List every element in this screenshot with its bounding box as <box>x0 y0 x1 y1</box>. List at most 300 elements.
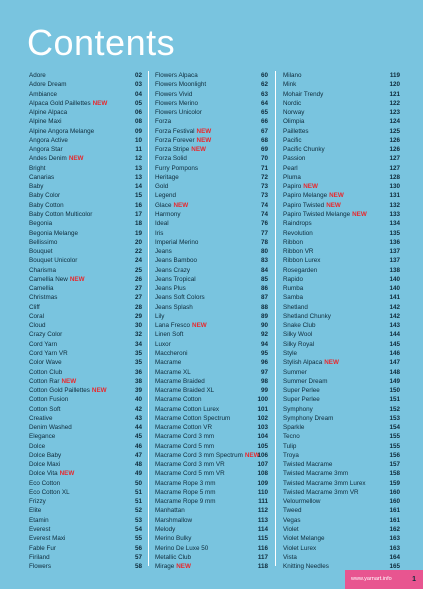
entry-title <box>29 525 50 534</box>
entry-page-number: 116 <box>257 544 268 552</box>
contents-entry[interactable] <box>283 414 400 423</box>
contents-entry[interactable] <box>155 80 268 89</box>
contents-entry[interactable] <box>283 256 400 265</box>
contents-entry[interactable] <box>155 145 268 154</box>
entry-label: Frizzy <box>29 498 46 506</box>
contents-entry[interactable] <box>155 562 268 571</box>
contents-entry[interactable] <box>283 423 400 432</box>
contents-entry[interactable] <box>29 405 142 414</box>
contents-entry[interactable] <box>29 182 142 191</box>
entry-label: Macrame Rope 3 mm <box>155 479 216 487</box>
new-badge: NEW <box>192 322 207 330</box>
contents-entry[interactable] <box>283 164 400 173</box>
entry-title <box>29 358 62 367</box>
contents-entry[interactable] <box>283 432 400 441</box>
entry-label: Bellissimo <box>29 238 58 246</box>
contents-entry[interactable] <box>29 432 142 441</box>
contents-entry[interactable] <box>155 275 268 284</box>
entry-label: Flowers Merino <box>155 99 199 107</box>
entry-label: Lana Fresco <box>155 322 191 330</box>
entry-title <box>283 117 304 126</box>
entry-label: Rapido <box>283 275 303 283</box>
entry-title <box>155 423 212 432</box>
entry-title <box>283 127 309 136</box>
contents-entry[interactable] <box>29 108 142 117</box>
contents-entry[interactable] <box>29 154 142 163</box>
contents-entry[interactable] <box>155 479 268 488</box>
entry-title <box>29 173 54 182</box>
entry-title <box>283 219 312 228</box>
contents-entry[interactable] <box>283 90 400 99</box>
entry-title <box>29 506 41 515</box>
entry-title <box>155 340 171 349</box>
entry-title <box>283 191 344 200</box>
contents-entry[interactable] <box>283 238 400 247</box>
contents-entry[interactable] <box>155 99 268 108</box>
entry-label: Cotton Club <box>29 368 63 376</box>
contents-entry[interactable] <box>155 219 268 228</box>
contents-entry[interactable] <box>29 238 142 247</box>
contents-entry[interactable] <box>29 136 142 145</box>
contents-entry[interactable] <box>283 136 400 145</box>
contents-entry[interactable] <box>155 506 268 515</box>
entry-page-number: 24 <box>134 257 142 265</box>
contents-entry[interactable] <box>283 442 400 451</box>
entry-page-number: 49 <box>134 470 142 478</box>
contents-entry[interactable] <box>283 516 400 525</box>
contents-entry[interactable] <box>155 173 268 182</box>
entry-title <box>155 562 191 571</box>
entry-title <box>283 154 305 163</box>
contents-entry[interactable] <box>283 117 400 126</box>
entry-label: Macrame Braided <box>155 377 205 385</box>
contents-entry[interactable] <box>155 442 268 451</box>
entry-label: Forza <box>155 118 172 126</box>
entry-page-number: 162 <box>389 526 400 534</box>
contents-entry[interactable] <box>155 312 268 321</box>
contents-entry[interactable] <box>29 330 142 339</box>
contents-entry[interactable] <box>155 191 268 200</box>
contents-entry[interactable] <box>29 488 142 497</box>
contents-entry[interactable] <box>283 182 400 191</box>
contents-entry[interactable] <box>29 386 142 395</box>
contents-entry[interactable] <box>283 145 400 154</box>
entry-label: Flowers Vivid <box>155 90 193 98</box>
contents-entry[interactable] <box>29 303 142 312</box>
contents-entry[interactable] <box>29 173 142 182</box>
entry-page-number: 14 <box>134 183 142 191</box>
entry-title <box>29 544 56 553</box>
entry-title <box>283 414 333 423</box>
contents-entry[interactable] <box>155 423 268 432</box>
contents-entry[interactable] <box>29 358 142 367</box>
entry-title <box>155 90 192 99</box>
entry-page-number: 122 <box>389 99 400 107</box>
entry-label: Legend <box>155 192 177 200</box>
contents-entry[interactable] <box>29 247 142 256</box>
contents-entry[interactable] <box>283 229 400 238</box>
entry-page-number: 66 <box>260 118 268 126</box>
entry-label: Norway <box>283 109 305 117</box>
entry-title <box>29 219 52 228</box>
contents-entry[interactable] <box>29 377 142 386</box>
contents-entry[interactable] <box>155 330 268 339</box>
contents-entry[interactable] <box>283 312 400 321</box>
entry-title <box>29 145 63 154</box>
contents-entry[interactable] <box>29 423 142 432</box>
contents-entry[interactable] <box>155 136 268 145</box>
contents-entry[interactable] <box>283 266 400 275</box>
contents-entry[interactable] <box>283 358 400 367</box>
contents-entry[interactable] <box>29 349 142 358</box>
entry-label: Forza Forever <box>155 136 195 144</box>
contents-entry[interactable] <box>283 201 400 210</box>
contents-entry[interactable] <box>155 182 268 191</box>
contents-entry[interactable] <box>29 99 142 108</box>
entry-title <box>283 275 303 284</box>
contents-entry[interactable] <box>29 90 142 99</box>
contents-entry[interactable] <box>29 562 142 571</box>
contents-entry[interactable] <box>155 293 268 302</box>
contents-entry[interactable] <box>283 330 400 339</box>
entry-label: Jeans <box>155 248 172 256</box>
contents-entry[interactable] <box>155 349 268 358</box>
contents-entry[interactable] <box>283 247 400 256</box>
contents-entry[interactable] <box>283 377 400 386</box>
entry-label: Olimpia <box>283 118 305 126</box>
contents-entry[interactable] <box>29 275 142 284</box>
entry-label: Macrame Rope 9 mm <box>155 498 216 506</box>
contents-entry[interactable] <box>155 553 268 562</box>
contents-entry[interactable] <box>155 516 268 525</box>
entry-page-number: 22 <box>134 248 142 256</box>
contents-entry[interactable] <box>29 414 142 423</box>
contents-entry[interactable] <box>283 284 400 293</box>
entry-label: Tulip <box>283 442 297 450</box>
entry-page-number: 73 <box>260 192 268 200</box>
contents-entry[interactable] <box>283 108 400 117</box>
contents-entry[interactable] <box>283 340 400 349</box>
contents-entry[interactable] <box>155 247 268 256</box>
entry-title <box>155 127 211 136</box>
contents-entry[interactable] <box>29 219 142 228</box>
contents-entry[interactable] <box>155 469 268 478</box>
contents-entry[interactable] <box>155 460 268 469</box>
entry-label: Linen Soft <box>155 331 184 339</box>
entry-page-number: 165 <box>389 563 400 571</box>
contents-entry[interactable] <box>155 534 268 543</box>
contents-entry[interactable] <box>283 219 400 228</box>
contents-entry[interactable] <box>155 488 268 497</box>
entry-title <box>29 284 54 293</box>
contents-entry[interactable] <box>283 479 400 488</box>
contents-entry[interactable] <box>155 154 268 163</box>
entry-title <box>29 266 56 275</box>
contents-entry[interactable] <box>155 71 268 80</box>
entry-title <box>283 562 329 571</box>
entry-title <box>155 256 197 265</box>
contents-entry[interactable] <box>29 451 142 460</box>
contents-entry[interactable] <box>155 229 268 238</box>
contents-entry[interactable] <box>155 432 268 441</box>
entry-title <box>155 99 198 108</box>
entry-title <box>155 303 193 312</box>
entry-title <box>155 136 211 145</box>
entry-page-number: 32 <box>134 331 142 339</box>
contents-entry[interactable] <box>155 340 268 349</box>
entry-title <box>283 479 366 488</box>
entry-page-number: 148 <box>389 368 400 376</box>
contents-entry[interactable] <box>29 164 142 173</box>
entry-page-number: 130 <box>389 183 400 191</box>
entry-page-number: 123 <box>389 109 400 117</box>
contents-entry[interactable] <box>283 127 400 136</box>
entry-label: Adore Dream <box>29 81 67 89</box>
contents-entry[interactable] <box>29 340 142 349</box>
contents-entry[interactable] <box>29 506 142 515</box>
contents-entry[interactable] <box>29 312 142 321</box>
contents-entry[interactable] <box>29 479 142 488</box>
entry-title <box>29 488 70 497</box>
website-url[interactable]: www.yarnart.info <box>351 576 392 582</box>
contents-entry[interactable] <box>283 71 400 80</box>
contents-entry[interactable] <box>29 71 142 80</box>
entry-label: Harmony <box>155 210 181 218</box>
entry-label: Everest <box>29 526 51 534</box>
contents-entry[interactable] <box>155 303 268 312</box>
entry-title <box>283 108 304 117</box>
contents-entry[interactable] <box>29 284 142 293</box>
contents-entry[interactable] <box>283 275 400 284</box>
entry-label: Angora Active <box>29 136 68 144</box>
contents-entry[interactable] <box>29 395 142 404</box>
contents-entry[interactable] <box>155 108 268 117</box>
contents-entry[interactable] <box>29 117 142 126</box>
contents-entry[interactable] <box>155 284 268 293</box>
contents-entry[interactable] <box>29 516 142 525</box>
entry-page-number: 92 <box>260 331 268 339</box>
contents-entry[interactable] <box>29 256 142 265</box>
contents-entry[interactable] <box>29 553 142 562</box>
entry-title <box>29 386 107 395</box>
entry-label: Papiro <box>283 183 302 191</box>
contents-entry[interactable] <box>155 368 268 377</box>
contents-entry[interactable] <box>29 210 142 219</box>
entry-page-number: 52 <box>134 507 142 515</box>
entry-label: Pacific <box>283 136 302 144</box>
contents-entry[interactable] <box>283 534 400 543</box>
entry-page-number: 18 <box>134 220 142 228</box>
entry-page-number: 89 <box>260 312 268 320</box>
entry-label: Stylish Alpaca <box>283 359 323 367</box>
contents-entry[interactable] <box>155 266 268 275</box>
entry-page-number: 124 <box>389 118 400 126</box>
entry-page-number: 42 <box>134 405 142 413</box>
contents-entry[interactable] <box>283 210 400 219</box>
contents-entry[interactable] <box>155 414 268 423</box>
entry-label: Troya <box>283 451 299 459</box>
entry-label: Mirage <box>155 563 175 571</box>
contents-entry[interactable] <box>155 238 268 247</box>
entry-page-number: 57 <box>134 553 142 561</box>
contents-entry[interactable] <box>29 191 142 200</box>
entry-title <box>29 293 57 302</box>
contents-entry[interactable] <box>283 553 400 562</box>
contents-entry[interactable] <box>155 117 268 126</box>
entry-label: Papiro Twisted Melange <box>283 210 351 218</box>
contents-entry[interactable] <box>283 497 400 506</box>
entry-page-number: 106 <box>257 451 268 459</box>
contents-entry[interactable] <box>283 368 400 377</box>
contents-entry[interactable] <box>283 386 400 395</box>
contents-entry[interactable] <box>29 525 142 534</box>
entry-label: Macrame Braided XL <box>155 387 215 395</box>
entry-label: Glace <box>155 201 172 209</box>
entry-page-number: 15 <box>134 192 142 200</box>
entry-title <box>29 553 50 562</box>
contents-entry[interactable] <box>155 210 268 219</box>
contents-entry[interactable] <box>283 349 400 358</box>
contents-entry[interactable] <box>283 293 400 302</box>
entry-title <box>155 191 176 200</box>
contents-entry[interactable] <box>283 525 400 534</box>
entry-label: Baby Color <box>29 192 61 200</box>
entry-label: Twisted Macrame <box>283 461 333 469</box>
entry-label: Macrame Cord 3 mm VR <box>155 461 225 469</box>
new-badge: NEW <box>352 210 367 218</box>
entry-label: Super Perlee <box>283 387 320 395</box>
footer-bar <box>345 570 423 589</box>
contents-entry[interactable] <box>283 80 400 89</box>
entry-label: Macrame XL <box>155 368 191 376</box>
contents-entry[interactable] <box>283 451 400 460</box>
entry-title <box>29 238 57 247</box>
entry-page-number: 58 <box>134 563 142 571</box>
entry-page-number: 112 <box>257 507 268 515</box>
contents-entry[interactable] <box>29 442 142 451</box>
contents-entry[interactable] <box>155 201 268 210</box>
entry-label: Symphony Dream <box>283 414 334 422</box>
entry-page-number: 107 <box>257 461 268 469</box>
contents-entry[interactable] <box>283 405 400 414</box>
entry-label: Everest Maxi <box>29 535 66 543</box>
contents-entry[interactable] <box>283 469 400 478</box>
contents-entry[interactable] <box>29 127 142 136</box>
entry-title <box>29 108 67 117</box>
entry-title <box>155 488 216 497</box>
contents-entry[interactable] <box>29 368 142 377</box>
entry-page-number: 43 <box>134 414 142 422</box>
entry-title <box>155 516 192 525</box>
contents-entry[interactable] <box>155 256 268 265</box>
entry-title <box>283 210 367 219</box>
entry-label: Jeans Plus <box>155 285 186 293</box>
contents-entry[interactable] <box>29 469 142 478</box>
entry-page-number: 100 <box>257 396 268 404</box>
contents-entry[interactable] <box>29 145 142 154</box>
entry-title <box>155 405 219 414</box>
entry-page-number: 99 <box>260 387 268 395</box>
entry-page-number: 17 <box>134 210 142 218</box>
entry-page-number: 137 <box>389 257 400 265</box>
contents-entry[interactable] <box>283 303 400 312</box>
entry-label: Cord Yarn VR <box>29 349 68 357</box>
entry-label: Rosegarden <box>283 266 318 274</box>
entry-title <box>155 368 191 377</box>
entry-label: Charisma <box>29 266 56 274</box>
entry-page-number: 71 <box>260 164 268 172</box>
contents-entry[interactable] <box>283 544 400 553</box>
contents-entry[interactable] <box>155 321 268 330</box>
entry-title <box>155 229 163 238</box>
entry-label: Forza Solid <box>155 155 187 163</box>
entry-page-number: 101 <box>257 405 268 413</box>
entry-page-number: 105 <box>257 442 268 450</box>
entry-title <box>155 497 216 506</box>
new-badge: NEW <box>92 99 108 107</box>
contents-entry[interactable] <box>29 544 142 553</box>
contents-entry[interactable] <box>29 201 142 210</box>
entry-label: Super Perlee <box>283 396 320 404</box>
contents-entry[interactable] <box>29 293 142 302</box>
contents-entry[interactable] <box>283 99 400 108</box>
entry-title <box>283 395 320 404</box>
contents-entry[interactable] <box>155 127 268 136</box>
contents-entry[interactable] <box>29 266 142 275</box>
contents-entry[interactable] <box>283 154 400 163</box>
contents-entry[interactable] <box>283 460 400 469</box>
contents-entry[interactable] <box>155 451 268 460</box>
contents-entry[interactable] <box>155 90 268 99</box>
entry-title <box>283 451 299 460</box>
entry-title <box>29 229 78 238</box>
contents-entry[interactable] <box>283 395 400 404</box>
entry-label: Forza Festival <box>155 127 195 135</box>
contents-entry[interactable] <box>155 525 268 534</box>
contents-entry[interactable] <box>29 321 142 330</box>
contents-entry[interactable] <box>155 164 268 173</box>
entry-label: Heritage <box>155 173 179 181</box>
entry-title <box>29 321 45 330</box>
contents-entry[interactable] <box>283 173 400 182</box>
contents-entry[interactable] <box>155 377 268 386</box>
contents-entry[interactable] <box>283 321 400 330</box>
entry-page-number: 54 <box>134 526 142 534</box>
contents-entry[interactable] <box>155 358 268 367</box>
entry-page-number: 152 <box>389 405 400 413</box>
entry-title <box>283 256 320 265</box>
contents-entry[interactable] <box>155 386 268 395</box>
entry-page-number: 55 <box>134 535 142 543</box>
entry-label: Passion <box>283 155 306 163</box>
entry-page-number: 136 <box>389 238 400 246</box>
contents-entry[interactable] <box>155 395 268 404</box>
entry-page-number: 13 <box>134 164 142 172</box>
contents-entry[interactable] <box>29 229 142 238</box>
contents-entry[interactable] <box>29 497 142 506</box>
contents-entry[interactable] <box>283 488 400 497</box>
contents-entry[interactable] <box>155 405 268 414</box>
contents-entry[interactable] <box>29 460 142 469</box>
contents-entry[interactable] <box>155 544 268 553</box>
contents-entry[interactable] <box>29 80 142 89</box>
entry-label: Alpine Alpaca <box>29 109 68 117</box>
contents-entry[interactable] <box>29 534 142 543</box>
contents-entry[interactable] <box>283 506 400 515</box>
contents-entry[interactable] <box>283 191 400 200</box>
entry-page-number: 64 <box>260 99 268 107</box>
contents-entry[interactable] <box>155 497 268 506</box>
